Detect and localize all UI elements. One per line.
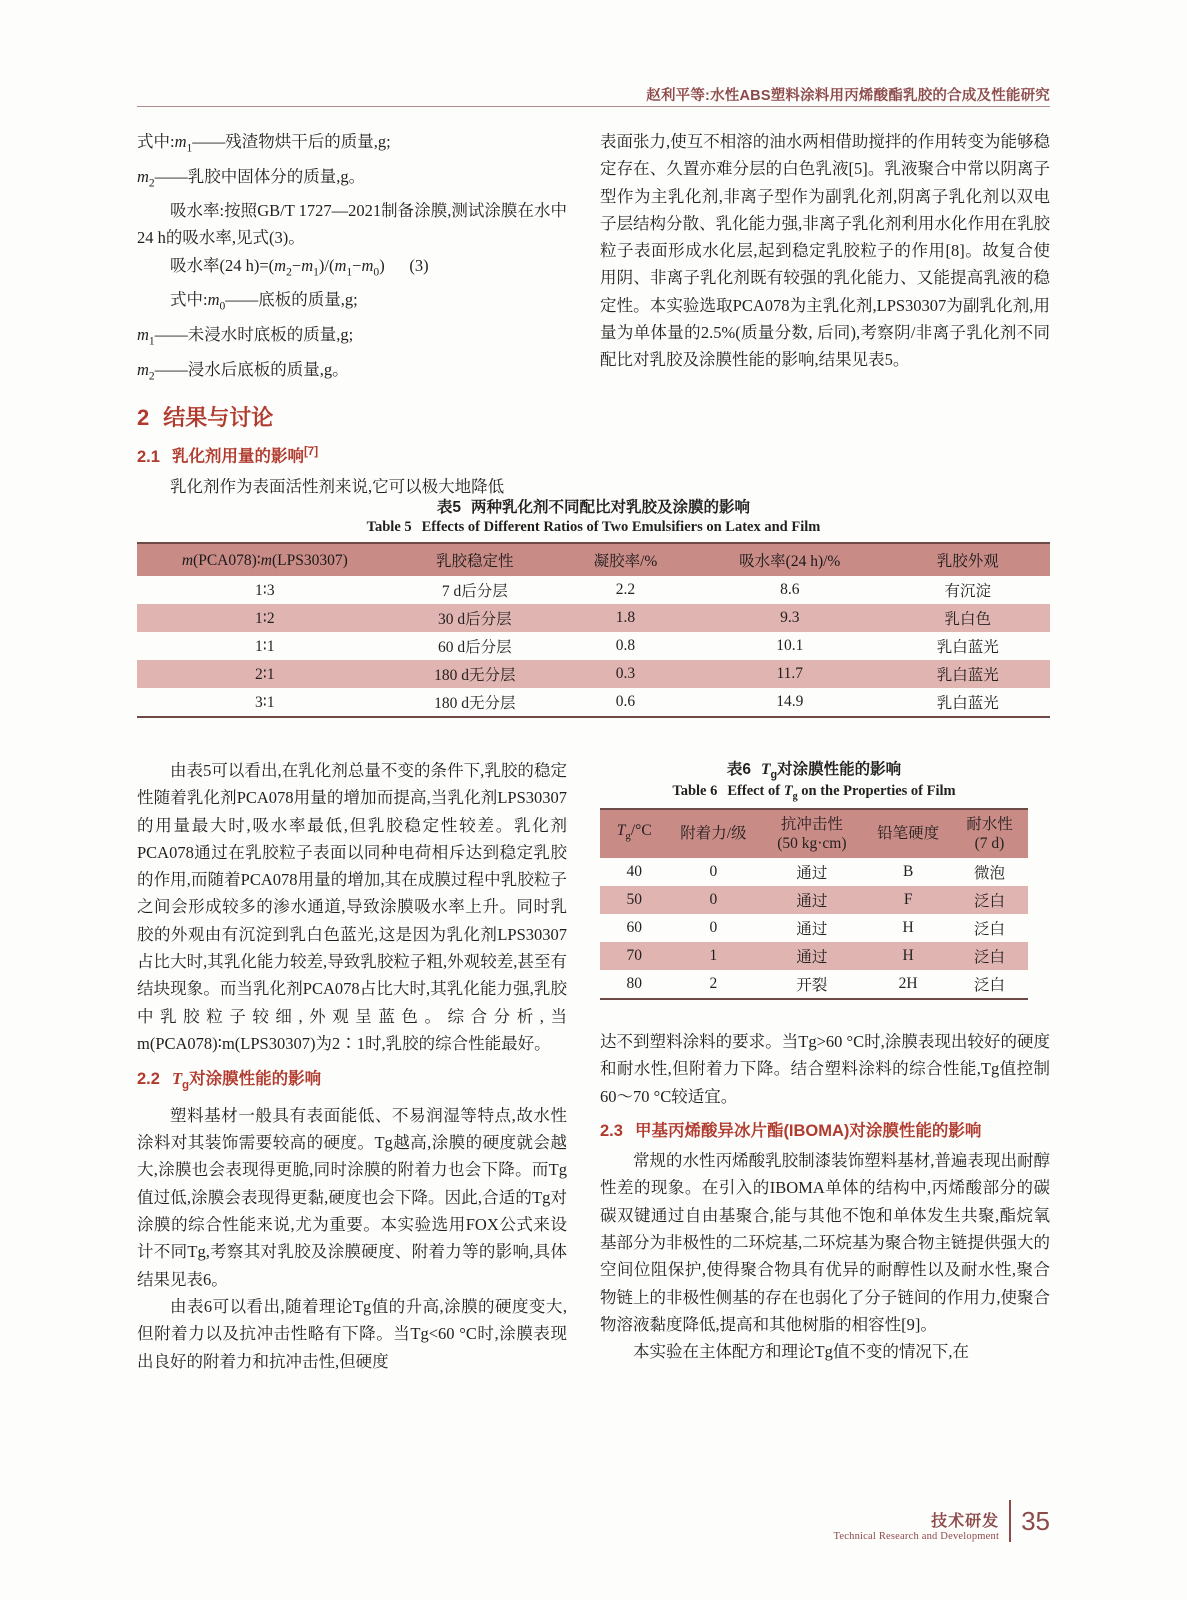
table6-label-en: Table 6 (672, 783, 718, 800)
table6-header-cell: 耐水性 (7 d) (951, 809, 1028, 858)
table6-caption-cn: 对涂膜性能的影响 (777, 761, 902, 778)
table6-cell: B (902, 862, 914, 880)
paragraph-tg-conclusion: 达不到塑料涂料的要求。当Tg>60 °C时,涂膜表现出较好的硬度和耐水性,但附着力下降。结合塑料涂料的综合性能,Tg值控制60～70 °C较适宜。 (600, 1032, 1050, 1106)
table6-header-cell: 抗冲击性 (50 kg·cm) (758, 809, 865, 858)
table6-cell: 2H (898, 974, 918, 992)
table5-header-cell: 乳胶外观 (886, 543, 1050, 576)
table5-cell: 11.7 (694, 660, 886, 688)
table5 (137, 542, 1050, 718)
section-heading-2-3 (600, 1118, 1050, 1145)
table5-cell: 60 d后分层 (437, 639, 512, 656)
table6-header-row (600, 809, 1028, 858)
running-header: 赵利平等:水性ABS塑料涂料用丙烯酸酯乳胶的合成及性能研究 (646, 88, 1050, 104)
table-row (600, 970, 1028, 999)
table6-cell: 通过 (796, 920, 828, 938)
reference-marker-7: [7] (303, 446, 319, 459)
table5-cell: 9.3 (694, 604, 886, 632)
table6-cell: 80 (626, 974, 642, 992)
table6-cell: H (902, 918, 914, 936)
footer-divider (1009, 1500, 1011, 1542)
section-heading-2-2-text: 对涂膜性能的影响 (189, 1070, 322, 1089)
paragraph-2-1-intro: 乳化剂作为表面活性剂来说,它可以极大地降低 (170, 477, 505, 497)
equation-3: 吸水率(24 $h)=(m_2-m_1)/(m_1-m_0)$ (3) (170, 255, 429, 279)
table5-cell: 有沉淀 (944, 583, 992, 600)
section-heading-2-1 (137, 439, 567, 471)
formula-note-2: $m_2——$乳胶中固体分的质量,g。 (137, 166, 366, 189)
table5-cell: 1∶2 (137, 604, 393, 632)
formula-note-1: 式中$:m_1——$残渣物烘干后的质量,g; (137, 132, 391, 155)
right-column-bottom (600, 1028, 1050, 1366)
table5-label-en: Table 5 (366, 519, 412, 535)
tg-symbol: T (171, 1069, 183, 1089)
page-number: 35 (1021, 1506, 1050, 1536)
table5-caption-en: Effects of Different Ratios of Two Emulsifiers on Latex and Film (421, 519, 821, 535)
paragraph-emulsifier-theory: 表面张力,使互不相溶的油水两相借助搅拌的作用转变为能够稳定存在、久置亦难分层的白色乳液[5]。乳液聚合中常以阴离子型作为主乳化剂,非离子型作为副乳化剂,阴离子乳化剂以双电子层结构分散、乳化能力强,非离子乳化剂利用水化作用在乳胶粒子表面形成水化层,起到稳定乳胶粒子的作用[8]。故复合使用阴、非离子乳化剂既有较强的乳化能力、又能提高乳液的稳定性。本实验选取PCA078为主乳化剂,LPS30307为副乳化剂,用量为单体量的2.5%(质量分数, 后同),考察阴/非离子乳化剂不同配比对乳胶及涂膜性能的影响,结果见表5。 (600, 132, 1050, 370)
table6 (600, 808, 1028, 1000)
table5-header-row (137, 543, 1050, 576)
table5-header-cell: m(PCA078)∶m(LPS30307) (137, 543, 393, 576)
table6-cell: 泛白 (951, 886, 1028, 914)
table6-cell: 0 (709, 862, 718, 880)
table6-cell: F (865, 886, 951, 914)
table6-caption-en: Effect of $T_g$ on the Properties of Film (727, 783, 956, 802)
footer-section-en: Technical Research and Development (833, 1531, 1000, 1542)
paragraph-2-3-intro: 常规的水性丙烯酸乳胶制漆装饰塑料基材,普遍表现出耐醇性差的现象。在引入的IBOMA单体的结构中,丙烯酸部分的碳碳双键通过自由基聚合,能与其他不饱和单体发生共聚,酯烷氧基部分为非极性的二环烷基,二环烷基为聚合物主链提供强大的空间位阻保护,使得聚合物具有优异的耐醇性以及耐水性,聚合物链上的非极性侧基的存在也弱化了分子链间的作用力,使聚合物溶液黏度降低,提高和其他树脂的相容性[9]。 (600, 1151, 1050, 1334)
table5-cell: 0.6 (615, 693, 636, 710)
section-heading-2-1-number: 2.1 (137, 447, 160, 466)
section-heading-2-number: 2 (137, 405, 150, 431)
right-column-top (600, 128, 1050, 374)
formula-note-4: $m_1——$未浸水时底板的质量,g; (137, 324, 354, 348)
table5-cell: 8.6 (780, 581, 800, 598)
left-column-top (137, 128, 567, 501)
table5-header-cell: 吸水率(24 h)/% (694, 543, 886, 576)
tg-subscript: g (770, 769, 778, 782)
table5-cell: 乳白蓝光 (936, 695, 999, 712)
table5-cell: 7 d后分层 (441, 583, 508, 600)
table6-cell: 泛白 (951, 942, 1028, 970)
section-heading-2-text: 结果与讨论 (163, 405, 274, 431)
table5-cell: 2∶1 (137, 660, 393, 688)
table6-cell: 通过 (796, 864, 828, 882)
table-row (137, 688, 1050, 717)
table-row (600, 858, 1028, 886)
section-heading-2-1-text: 乳化剂用量的影响 (171, 447, 304, 466)
table5-block (137, 495, 1050, 718)
tg-subscript: g (182, 1079, 190, 1092)
table-row (137, 604, 1050, 632)
table5-cell: 乳白蓝光 (936, 639, 999, 656)
formula-note-3: 式中$:m_0——$底板的质量,g; (170, 290, 358, 313)
paragraph-table5-discussion: 由表5可以看出,在乳化剂总量不变的条件下,乳胶的稳定性随着乳化剂PCA078用量的增加而提高,当乳化剂LPS30307的用量最大时,吸水率最低,但乳胶稳定性较差。乳化剂PCA078通过在乳胶粒子表面以同种电荷相斥达到稳定乳胶的作用,而随着PCA078用量的增加,其在成膜过程中乳胶粒子之间会形成较多的渗水通道,导致涂膜吸水率上升。同时乳胶的外观由有沉淀到乳白色蓝光,这是因为乳化剂LPS30307占比大时,其乳化能力较差,导致乳胶粒子粗,外观较差,甚至有结块现象。而当乳化剂PCA078占比大时,其乳化能力强,乳胶中乳胶粒子较细,外观呈蓝色。综合分析,当m(PCA078)∶m(LPS30307)为2∶1时,乳胶的综合性能最好。 (137, 761, 567, 1053)
table-row (137, 660, 1050, 688)
paragraph-2-2-intro: 塑料基材一般具有表面能低、不易润湿等特点,故水性涂料对其装饰需要较高的硬度。Tg越高,涂膜的硬度就会越大,涂膜也会表现得更脆,同时涂膜的附着力也会下降。而Tg值过低,涂膜会表现得更黏,硬度也会下降。因此,合适的Tg对涂膜的综合性能来说,尤为重要。本实验选用FOX公式来设计不同Tg,考察其对乳胶及涂膜硬度、附着力等的影响,具体结果见表6。 (137, 1105, 567, 1289)
table6-title-cn (600, 757, 1028, 781)
table5-header-cell: 乳胶稳定性 (393, 543, 557, 576)
footer-section-cn: 技术研发 (931, 1513, 1000, 1530)
table5-cell: 3∶1 (255, 693, 275, 711)
table5-cell: 乳白色 (886, 604, 1050, 632)
table5-caption-cn: 两种乳化剂不同配比对乳胶及涂膜的影响 (471, 499, 751, 516)
table5-title-en (137, 519, 1050, 536)
table6-cell: 50 (600, 886, 668, 914)
table5-cell: 14.9 (776, 693, 804, 710)
table6-cell: 微泡 (973, 864, 1005, 882)
table5-cell: 1∶3 (255, 581, 275, 599)
table6-cell: 1 (668, 942, 758, 970)
table6-block (600, 757, 1028, 1000)
table-row (600, 914, 1028, 942)
left-column-bottom (137, 757, 567, 1375)
footer-section-label (834, 1508, 1000, 1542)
paragraph-2-3-experiment: 本实验在主体配方和理论Tg值不变的情况下,在 (633, 1342, 969, 1362)
table-row (137, 576, 1050, 604)
table6-cell: 0 (668, 886, 758, 914)
table6-label-cn: 表6 (726, 761, 751, 778)
table6-cell: 泛白 (973, 976, 1005, 994)
table6-title-en (600, 783, 1028, 802)
table5-cell: 0.3 (557, 660, 694, 688)
table5-title-cn (137, 495, 1050, 517)
table5-cell: 10.1 (776, 637, 804, 654)
table6-cell: 泛白 (973, 920, 1005, 938)
table-row (137, 632, 1050, 660)
section-heading-2-2 (137, 1065, 567, 1100)
section-heading-2-3-number: 2.3 (600, 1121, 623, 1140)
table6-cell: 开裂 (796, 976, 828, 994)
section-heading-2-2-number: 2.2 (137, 1070, 160, 1089)
section-heading-2 (137, 404, 567, 431)
table6-header-cell: 附着力/级 (668, 809, 758, 858)
formula-note-5: $m_2——$浸水后底板的质量,g。 (137, 359, 349, 382)
table6-header-cell: 铅笔硬度 (865, 809, 951, 858)
table-row (600, 886, 1028, 914)
table-row (600, 942, 1028, 970)
tg-symbol: T (761, 761, 771, 778)
table5-cell: 乳白蓝光 (886, 660, 1050, 688)
table6-cell: H (865, 942, 951, 970)
table5-label-cn: 表5 (436, 499, 462, 516)
table6-cell: 0 (709, 918, 718, 936)
header-divider (137, 106, 1050, 107)
table6-cell: 通过 (758, 942, 865, 970)
table6-cell: 70 (600, 942, 668, 970)
paragraph-water-absorption: 吸水率:按照GB/T 1727—2021制备涂膜,测试涂膜在水中24 h的吸水率,见式(3)。 (137, 201, 567, 248)
section-heading-2-3-text: 甲基丙烯酸异冰片酯(IBOMA)对涂膜性能的影响 (634, 1121, 982, 1140)
table5-cell: 0.8 (615, 637, 636, 654)
table5-cell: 180 d无分层 (393, 660, 557, 688)
table5-cell: 2.2 (615, 581, 636, 598)
paragraph-table6-discussion: 由表6可以看出,随着理论Tg值的升高,涂膜的硬度变大,但附着力以及抗冲击性略有下降。当Tg<60 °C时,涂膜表现出良好的附着力和抗冲击性,但硬度 (137, 1296, 567, 1371)
page-footer (834, 1500, 1050, 1542)
table5-header-cell: 凝胶率/% (557, 543, 694, 576)
table6-cell: 60 (626, 918, 642, 936)
table6-cell: 2 (709, 974, 718, 992)
table5-cell: 1∶1 (255, 637, 275, 655)
table6-cell: 40 (626, 862, 642, 880)
table6-header-cell: $T_g/^\circ C$ (600, 809, 668, 858)
table5-cell: 180 d无分层 (434, 695, 516, 712)
table5-cell: 1.8 (557, 604, 694, 632)
table5-cell: 30 d后分层 (393, 604, 557, 632)
table6-cell: 通过 (758, 886, 865, 914)
